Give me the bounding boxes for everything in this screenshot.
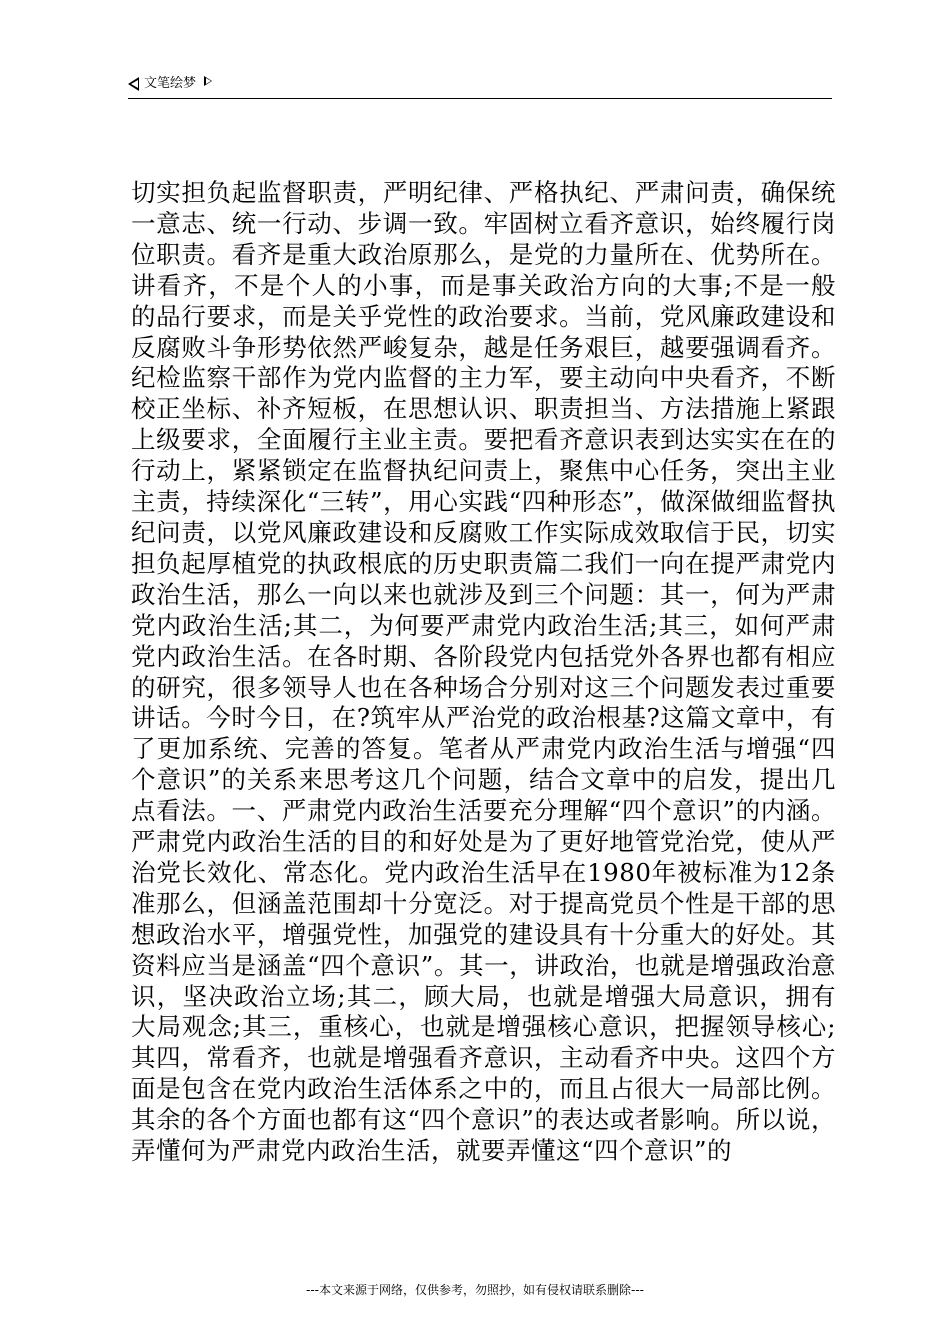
triangle-right-outline-icon (204, 76, 212, 86)
page-header (128, 74, 832, 99)
page-footer: ---本文来源于网络，仅供参考，勿照抄，如有侵权请联系删除--- (306, 1283, 644, 1297)
document-body-text: 切实担负起监督职责，严明纪律、严格执纪、严肃问责，确保统一意志、统一行动、步调一致。牢固树立看齐意识，始终履行岗位职责。看齐是重大政治原那么，是党的力量所在、优势所在。讲看齐，不是个人的小事，而是事关政治方向的大事;不是一般的品行要求，而是关乎党性的政治要求。当前，党风廉政建设和反腐败斗争形势依然严峻复杂，越是任务艰巨，越要强调看齐。纪检监察干部作为党内监督的主力军，要主动向中央看齐，不断校正坐标、补齐短板，在思想认识、职责担当、方法措施上紧跟上级要求，全面履行主业主责。要把看齐意识表到达实实在在的行动上，紧紧锁定在监督执纪问责上，聚焦中心任务，突出主业主责，持续深化“三转”，用心实践“四种形态”，做深做细监督执纪问责，以党风廉政建设和反腐败工作实际成效取信于民，切实担负起厚植党的执政根底的历史职责篇二我们一向在提严肃党内政治生活，那么一向以来也就涉及到三个问题：其一，何为严肃党内政治生活;其二，为何要严肃党内政治生活;其三，如何严肃党内政治生活。在各时期、各阶段党内包括党外各界也都有相应的研究，很多领导人也在各种场合分别对这三个问题发表过重要讲话。今时今日，在?筑牢从严治党的政治根基?这篇文章中，有了更加系统、完善的答复。笔者从严肃党内政治生活与增强“四个意识”的关系来思考这几个问题，结合文章中的启发，提出几点看法。一、严肃党内政治生活要充分理解“四个意识”的内涵。严肃党内政治生活的目的和好处是为了更好地管党治党，使从严治党长效化、常态化。党内政治生活早在1980年被标准为12条准那么，但涵盖范围却十分宽泛。对于提高党员个性是干部的思想政治水平，增强党性，加强党的建设具有十分重大的好处。其资料应当是涵盖“四个意识”。其一，讲政治，也就是增强政治意识，坚决政治立场;其二，顾大局，也就是增强大局意识，拥有大局观念;其三，重核心，也就是增强核心意识，把握领导核心;其四，常看齐，也就是增强看齐意识，主动看齐中央。这四个方面是包含在党内政治生活体系之中的，而且占很大一局部比例。其余的各个方面也都有这“四个意识”的表达或者影响。所以说，弄懂何为严肃党内政治生活，就要弄懂这“四个意识”的 (131, 178, 836, 1166)
header-brand: 文笔绘梦 (144, 76, 197, 91)
triangle-left-outline-icon (128, 77, 139, 91)
header-brand-group (128, 76, 212, 92)
